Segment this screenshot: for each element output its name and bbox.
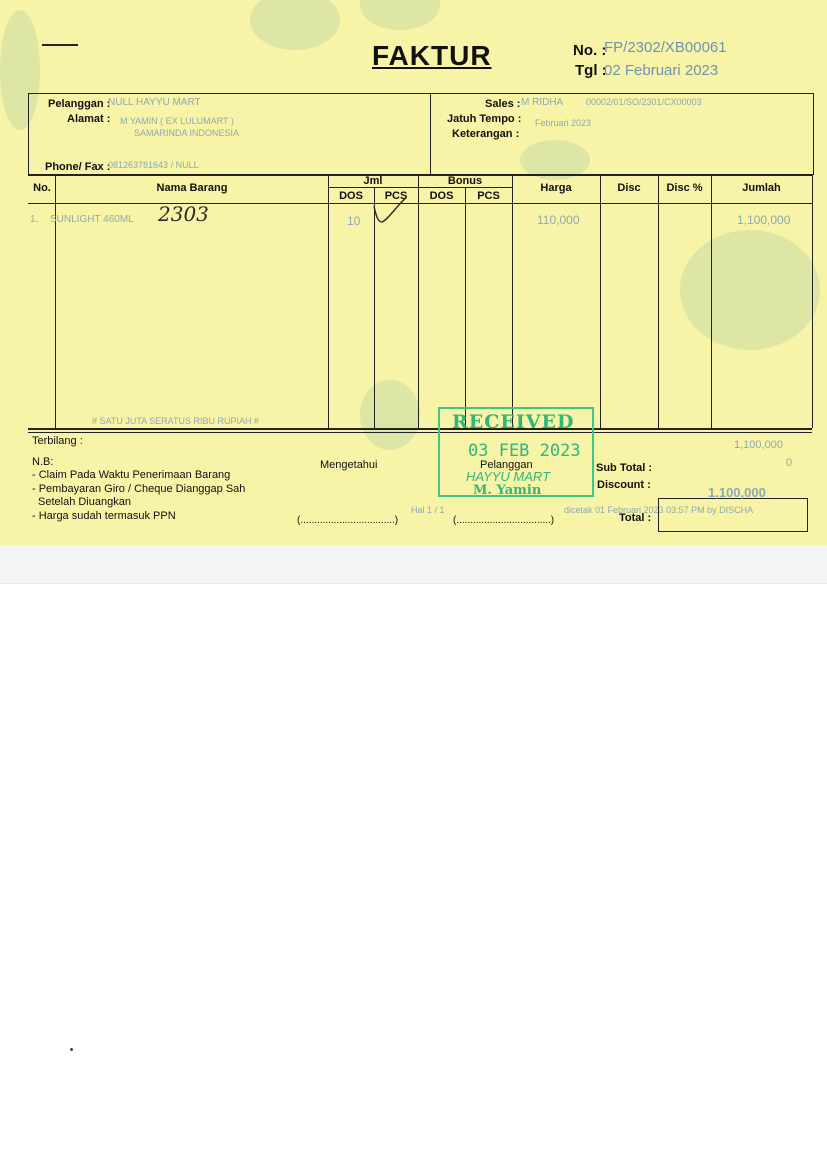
stamp-store: HAYYU MART	[466, 469, 551, 484]
total-label: Total :	[619, 512, 652, 524]
pen-dash-mark	[42, 44, 78, 46]
total-value: 1,100,000	[708, 485, 766, 500]
keterangan-label: Keterangan :	[452, 128, 520, 140]
sales-code: 00002/01/SO/2301/CX00003	[586, 97, 702, 107]
nb-item-1: - Claim Pada Waktu Penerimaan Barang	[32, 469, 231, 481]
nb-item-3: Setelah Diuangkan	[38, 496, 131, 508]
stamp-date: 03 FEB 2023	[468, 441, 581, 461]
col-bonus-dos: DOS	[429, 190, 454, 202]
received-stamp	[438, 407, 594, 497]
nb-item-4: - Harga sudah termasuk PPN	[32, 510, 176, 522]
row-1-nama: SUNLIGHT 460ML	[50, 214, 134, 225]
pelanggan-sign-label: Pelanggan	[480, 459, 533, 471]
col-no: No.	[33, 182, 51, 194]
sales-value: M RIDHA	[521, 97, 564, 108]
stamp-title: RECEIVED	[452, 411, 575, 433]
terbilang-label: Terbilang :	[32, 435, 83, 447]
check-mark-icon	[366, 192, 412, 228]
paper-bottom-edge	[0, 545, 827, 584]
col-bonus: Bonus	[447, 175, 483, 187]
discount-label: Discount :	[597, 479, 651, 491]
pelanggan-value: NULL HAYYU MART	[108, 97, 201, 108]
invoice-no-label: No. :	[573, 42, 607, 59]
printed-info: dicetak 01 Februari 2023 03:57 PM by DISCHA	[564, 505, 754, 515]
col-disc: Disc	[617, 182, 641, 194]
handwritten-note: 2303	[158, 202, 209, 226]
alamat-line2: SAMARINDA INDONESIA	[134, 128, 240, 138]
page-title: FAKTUR	[372, 40, 492, 71]
invoice-no-value: FP/2302/XB00061	[604, 39, 727, 56]
subtotal-label: Sub Total :	[596, 462, 653, 474]
col-bonus-pcs: PCS	[477, 190, 500, 202]
row-1-no: 1.	[30, 214, 39, 225]
sales-label: Sales :	[485, 98, 521, 110]
col-disc-pct: Disc %	[666, 182, 703, 194]
signature-left: (..................................)	[297, 515, 399, 526]
pelanggan-label: Pelanggan :	[48, 98, 111, 110]
col-jumlah: Jumlah	[742, 182, 781, 194]
alamat-label: Alamat :	[67, 113, 111, 125]
jatuh-tempo-value: Februari 2023	[535, 118, 592, 128]
stamp-name: M. Yamin	[473, 483, 542, 498]
subtotal-value: 1,100,000	[734, 439, 783, 451]
header-divider	[430, 93, 431, 175]
alamat-line1: M YAMIN ( EX LULUMART )	[120, 116, 234, 126]
scan-speck	[70, 1048, 73, 1051]
invoice-date-label: Tgl :	[575, 62, 607, 79]
col-jml: Jml	[363, 175, 383, 187]
mengetahui-label: Mengetahui	[320, 459, 378, 471]
phone-label: Phone/ Fax :	[45, 161, 111, 173]
nb-item-2: - Pembayaran Giro / Cheque Dianggap Sah	[32, 483, 246, 495]
row-1-dos: 10	[347, 214, 361, 228]
col-harga: Harga	[540, 182, 572, 194]
invoice-date-value: 02 Februari 2023	[604, 62, 719, 79]
col-jml-dos: DOS	[339, 190, 363, 202]
phone-value: 081263781643 / NULL	[108, 160, 199, 170]
page-number: Hal 1 / 1	[411, 505, 445, 515]
total-box	[658, 498, 808, 532]
discount-value: 0	[786, 457, 793, 469]
col-jml-pcs: PCS	[384, 190, 408, 202]
terbilang-text: # SATU JUTA SERATUS RIBU RUPIAH #	[92, 416, 260, 426]
row-1-jumlah: 1,100,000	[737, 213, 791, 227]
row-1-harga: 110,000	[537, 213, 580, 227]
invoice-paper	[0, 0, 827, 545]
col-nama-barang: Nama Barang	[156, 182, 228, 194]
signature-right: (..................................)	[453, 515, 555, 526]
jatuh-tempo-label: Jatuh Tempo :	[447, 113, 522, 125]
nb-label: N.B:	[32, 456, 54, 468]
